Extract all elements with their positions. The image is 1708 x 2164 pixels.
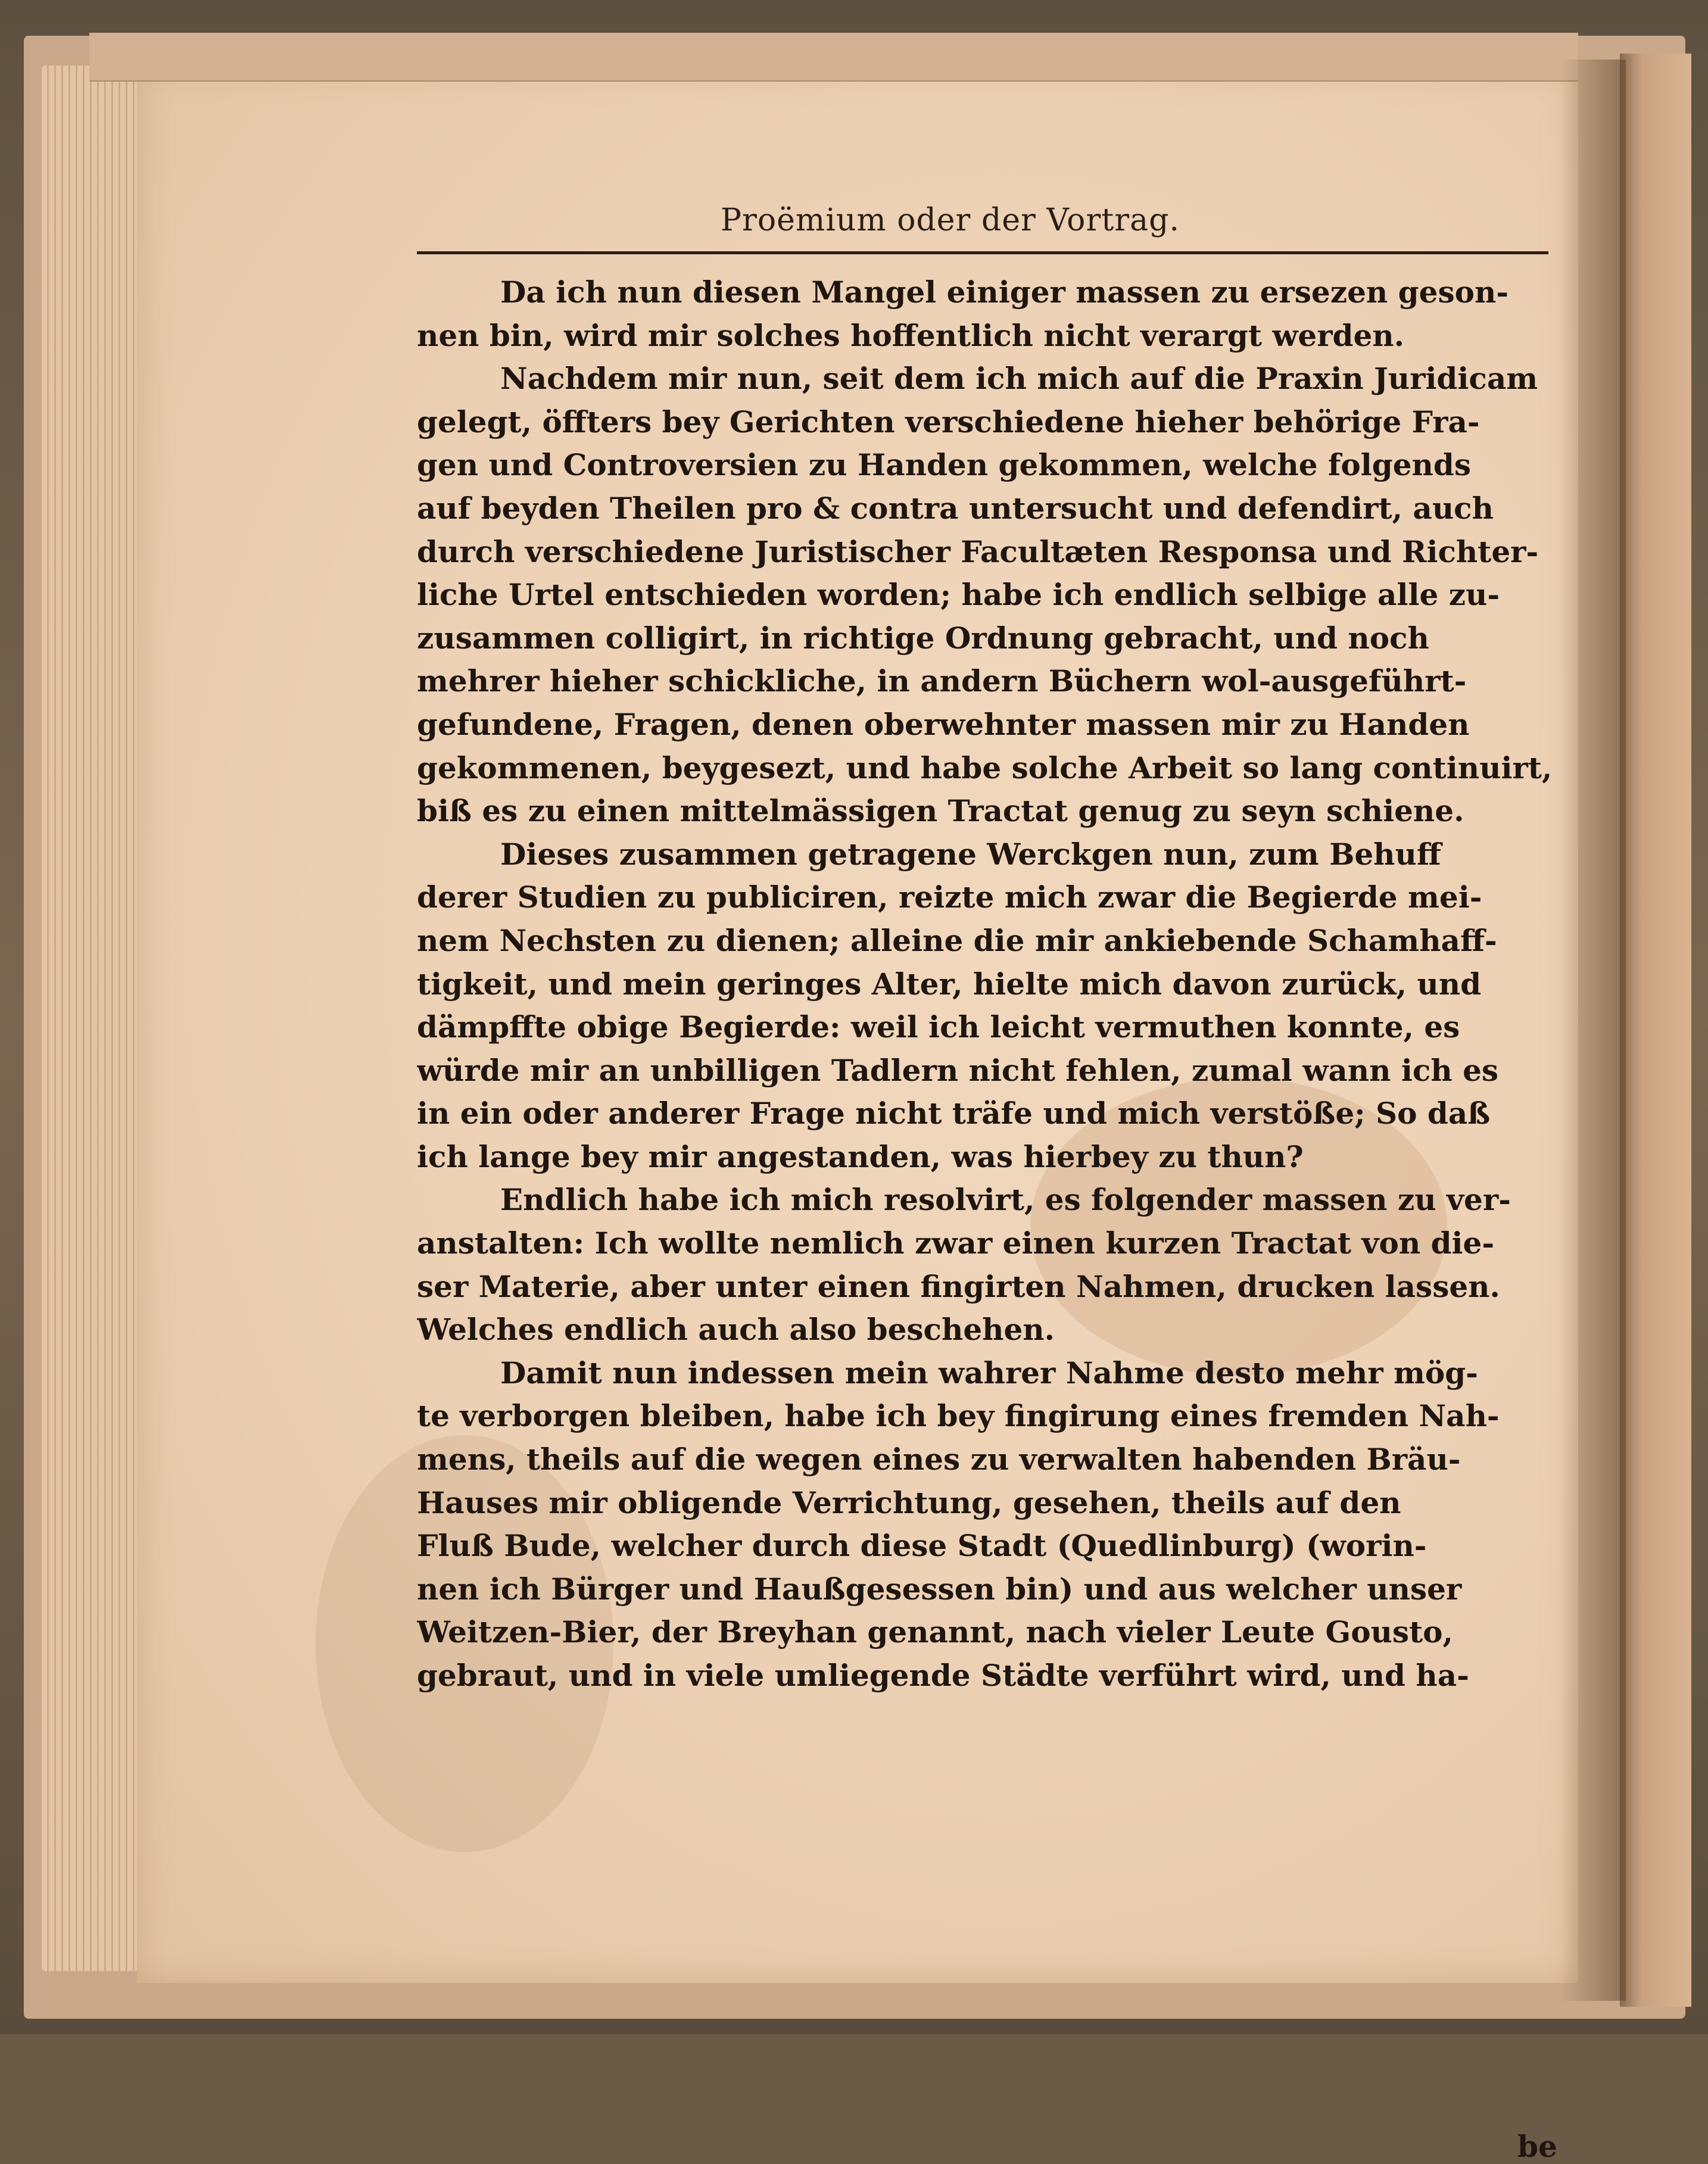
text-line: anstalten: Ich wollte nemlich zwar einen kurzen Tractat von die- [417,1226,1495,1261]
text-line: nen bin, wird mir solches hoffentlich nicht verargt werden. [417,317,1405,353]
catchword: be [1517,2129,1557,2164]
text-line: nem Nechsten zu dienen; alleine die mir ankiebende Schamhaff- [417,922,1497,958]
text-line: Welches endlich auch also beschehen. [417,1312,1055,1348]
text-line: gelegt, öffters bey Gerichten verschiedene hieher behörige Fra- [417,404,1480,439]
text-line: gefundene, Fragen, denen oberwehnter massen mir zu Handen [417,706,1470,742]
text-line: mehrer hieher schickliche, in andern Büchern wol-ausgeführt- [417,663,1467,699]
page-edges [42,66,149,1971]
text-line: durch verschiedene Juristischer Facultæten Responsa und Richter- [417,534,1539,569]
text-line: nen ich Bürger und Haußgesessen bin) und aus welcher unser [417,1571,1462,1607]
header-rule [417,251,1548,254]
text-line: zusammen colligirt, in richtige Ordnung gebracht, und noch [417,620,1429,656]
text-line: Damit nun indessen mein wahrer Nahme desto mehr mög- [500,1355,1478,1390]
text-line: dämpffte obige Begierde: weil ich leicht vermuthen konnte, es [417,1009,1460,1045]
text-line: liche Urtel entschieden worden; habe ich endlich selbige alle zu- [417,577,1500,613]
text-line: Nachdem mir nun, seit dem ich mich auf die Praxin Juridicam [500,361,1538,397]
text-line: Dieses zusammen getragene Werckgen nun, zum Behuff [500,836,1441,872]
text-line: Fluß Bude, welcher durch diese Stadt (Quedlinburg) (worin- [417,1528,1427,1564]
body-text [417,271,1566,1698]
text-line: würde mir an unbilligen Tadlern nicht fehlen, zumal wann ich es [417,1052,1499,1088]
gutter-shadow [1560,60,1626,2001]
text-line: Hauses mir obligende Verrichtung, gesehen, theils auf den [417,1485,1401,1520]
text-line: Endlich habe ich mich resolvirt, es folgender massen zu ver- [500,1182,1511,1218]
text-line: gekommenen, beygesezt, und habe solche Arbeit so lang continuirt, [417,750,1553,785]
text-line: ser Materie, aber unter einen fingirten Nahmen, drucken lassen. [417,1268,1500,1304]
text-line: ich lange bey mir angestanden, was hierbey zu thun? [417,1139,1304,1174]
text-line: gebraut, und in viele umliegende Städte verführt wird, und ha- [417,1658,1469,1693]
text-line: mens, theils auf die wegen eines zu verwalten habenden Bräu- [417,1442,1461,1477]
running-title: Proëmium oder der Vortrag. [721,202,1180,238]
top-torn-edge [89,33,1578,82]
text-line: Da ich nun diesen Mangel einiger massen zu ersezen geson- [500,275,1509,310]
text-line: Weitzen-Bier, der Breyhan genannt, nach vieler Leute Gousto, [417,1614,1453,1650]
text-line: derer Studien zu publiciren, reizte mich zwar die Begierde mei- [417,880,1482,915]
text-line: biß es zu einen mittelmässigen Tractat genug zu seyn schiene. [417,793,1464,829]
text-line: auf beyden Theilen pro & contra untersucht und defendirt, auch [417,490,1494,526]
text-line: in ein oder anderer Frage nicht träfe und mich verstöße; So daß [417,1096,1491,1131]
text-line: tigkeit, und mein geringes Alter, hielte mich davon zurück, und [417,966,1482,1002]
facing-page-edge [1620,54,1691,2007]
text-line: gen und Controversien zu Handen gekommen, welche folgends [417,447,1471,483]
text-line: te verborgen bleiben, habe ich bey fingirung eines fremden Nah- [417,1398,1500,1434]
